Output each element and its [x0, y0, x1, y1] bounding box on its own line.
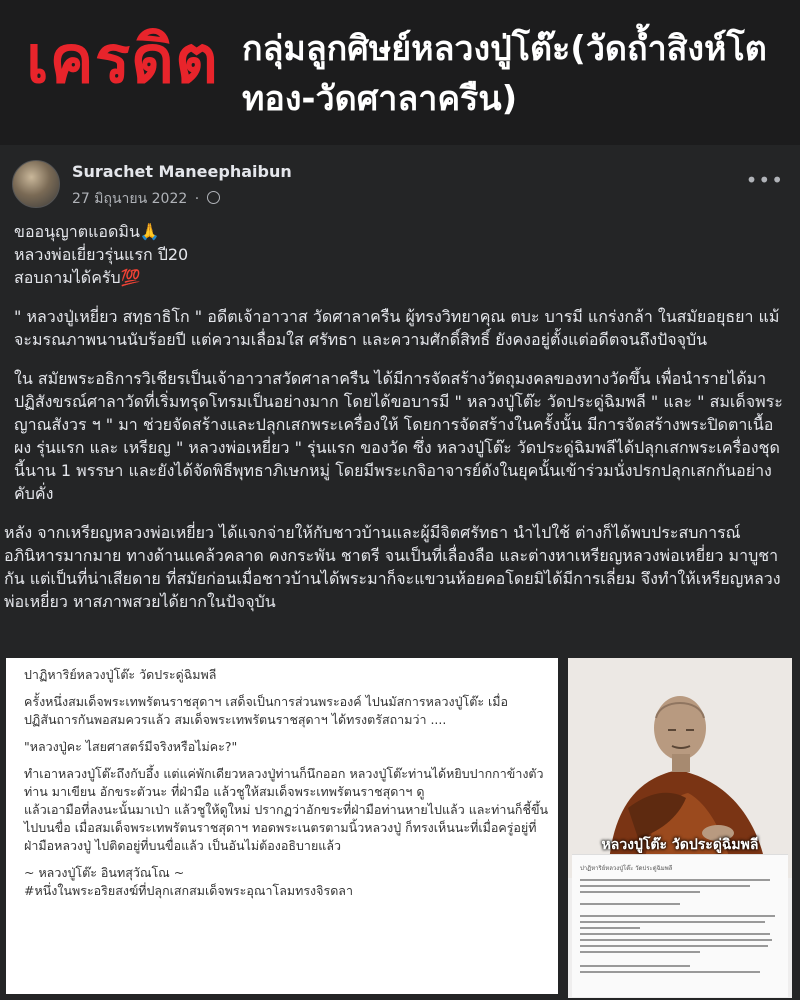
- author-name[interactable]: Surachet Maneephaibun: [72, 162, 292, 181]
- text-image-paragraph: ทำเอาหลวงปู่โต๊ะถึงกับอึ้ง แต่แค่พักเดียวหลวงปู่ท่านก็นึกออก หลวงปู่โต๊ะท่านได้หยิบปากกาข้างตัวท่าน มาเขียน อักขระตัวนะ ที่ฝ่ามือ แล้วชูให้สมเด็จพระเทพรัตนราชสุดาฯ ดู แล้วเอามือที่ลงนะนั้นมาเป่า แล้วชูให้ดูใหม่ ปรากฏว่าอักขระที่ฝ่ามือท่านหายไปแล้ว และท่านก็ชี้ขึ้นไปบนขื่อ เมื่อสมเด็จพระเทพรัตนราชสุดาฯ ทอดพระเนตรตามนิ้วหลวงปู่ ก็ทรงเห็นนะที่เมื่อครู่อยู่ที่ฝ่ามือหลวงปู่ ไปติดอยู่ที่บนขื่อแล้ว เป็นอันไม่ต้องอธิบายแล้ว: [24, 766, 549, 853]
- mini-text-line: [580, 939, 772, 941]
- mini-text-line: [580, 903, 680, 905]
- post-header: [12, 160, 788, 210]
- text-image-paragraph: ~ หลวงปู่โต๊ะ อินทสุวัณโณ ~ #หนึ่งในพระอริยสงฆ์ที่ปลุกเสกสมเด็จพระอุณาโลมทรงจิรดลา: [24, 865, 353, 898]
- text-image-title: ปาฏิหาริย์หลวงปู่โต๊ะ วัดประดู่ฉิมพลี: [24, 667, 217, 682]
- mini-text-line: [580, 879, 770, 881]
- mini-text-line: [580, 971, 760, 973]
- post-meta: [72, 188, 220, 210]
- post-paragraph: ใน สมัยพระอธิการวิเชียรเป็นเจ้าอาวาสวัดศาลาครืน ได้มีการจัดสร้างวัตถุมงคลของทางวัดขึ้น เพื่อนำรายได้มาปฏิสังขรณ์ศาลาวัดที่เริ่มทรุดโทรมเป็นอย่างมาก โดยได้ขอบารมี " หลวงปู่โต๊ะ วัดประดู่ฉิมพลี " และ " สมเด็จพระญาณสังวร ฯ " มา ช่วยจัดสร้างและปลุกเสกพระเครื่องให้ โดยการจัดสร้างในครั้งนั้น มีการจัดสร้างพระปิดตาเนื้อผง รุ่นแรก และ เหรียญ " หลวงพ่อเหยี่ยว " รุ่นแรก ของวัด ซึ่ง หลวงปู่โต๊ะ วัดประดู่ฉิมพลีได้ปลุกเสกพระเครื่องชุดนี้นาน 1 พรรษา และยังได้จัดพิธีพุทธาภิเษกหมู่ โดยมีพระเกจิอาจารย์ดังในยุคนั้นเข้าร่วมนั่งปรกปลุกเสกกันอย่างคับคั่ง: [14, 369, 783, 503]
- mini-text-title: ปาฏิหาริย์หลวงปู่โต๊ะ วัดประดู่ฉิมพลี: [580, 865, 673, 872]
- post-paragraph: หลัง จากเหรียญหลวงพ่อเหยี่ยว ได้แจกจ่ายให้กับชาวบ้านและผู้มีจิตศรัทธา นำไปใช้ ต่างก็ได้พบประสบการณ์ อภินิหารมากมาย ทางด้านแคล้วคลาด คงกระพัน ชาตรี จนเป็นที่เลื่องลือ และต่างหาเหรียญหลวงพ่อเหยี่ยว มาบูชากัน แต่เป็นที่น่าเสียดาย ที่สมัยก่อนเมื่อชาวบ้านได้พระมาก็จะแขวนห้อยคอโดยมิได้มีการเลี่ยม จึงทำให้เหรียญหลวงพ่อเหยี่ยว หาสภาพสวยได้ยากในปัจจุบัน: [4, 523, 781, 611]
- mini-text-line: [580, 933, 770, 935]
- photo-caption: หลวงปู่โต๊ะ วัดประดู่ฉิมพลี: [601, 837, 759, 853]
- mini-text-line: [580, 915, 775, 917]
- more-options-icon[interactable]: •••: [745, 168, 784, 192]
- post-paragraph: ขออนุญาตแอดมิน🙏 หลวงพ่อเยี่ยวรุ่นแรก ปี20 สอบถามได้ครับ💯: [14, 222, 189, 287]
- text-image-content: [24, 666, 550, 909]
- text-image-paragraph: "หลวงปู่คะ ไสยศาสตร์มีจริงหรือไม่คะ?": [24, 739, 238, 754]
- globe-icon: [207, 191, 220, 204]
- mini-text-line: [580, 951, 700, 953]
- meta-separator: ·: [194, 191, 200, 207]
- monk-photo[interactable]: [568, 658, 792, 998]
- mini-text-image: [572, 854, 788, 997]
- text-image-paragraph: ครั้งหนึ่งสมเด็จพระเทพรัตนราชสุดาฯ เสด็จเป็นการส่วนพระองค์ ไปนมัสการหลวงปู่โต๊ะ เมื่อปฏิสันถารกันพอสมควรแล้ว สมเด็จพระเทพรัตนราชสุดาฯ ได้ทรงตรัสถามว่า ....: [24, 694, 509, 727]
- post-text: [4, 220, 790, 629]
- mini-text-line: [580, 965, 690, 967]
- credit-label: เครดิต: [26, 21, 219, 98]
- post-images: [0, 658, 800, 1000]
- text-image[interactable]: [6, 658, 558, 994]
- avatar[interactable]: [12, 160, 60, 208]
- group-title[interactable]: กลุ่มลูกศิษย์หลวงปู่โต๊ะ(วัดถ้ำสิงห์โตทอง-วัดศาลาครืน): [242, 29, 767, 119]
- post-date[interactable]: 27 มิถุนายน 2022: [72, 191, 188, 207]
- mini-text-line: [580, 921, 765, 923]
- mini-text-line: [580, 891, 700, 893]
- mini-text-line: [580, 885, 750, 887]
- post-paragraph: " หลวงปู่เหยี่ยว สทฺธาธิโก " อดีตเจ้าอาวาส วัดศาลาครืน ผู้ทรงวิทยาคุณ ตบะ บารมี แกร่งกล้า ในสมัยอยุธยา แม้จะมรณภาพนานนับร้อยปี แต่ความเลื่อมใส ศรัทธา และความศักดิ์สิทธิ์ ยังคงอยู่ตั้งแต่อดีตจนถึงปัจจุบัน: [14, 307, 780, 349]
- mini-text-line: [580, 927, 640, 929]
- mini-text-line: [580, 945, 768, 947]
- credit-banner: [0, 0, 800, 145]
